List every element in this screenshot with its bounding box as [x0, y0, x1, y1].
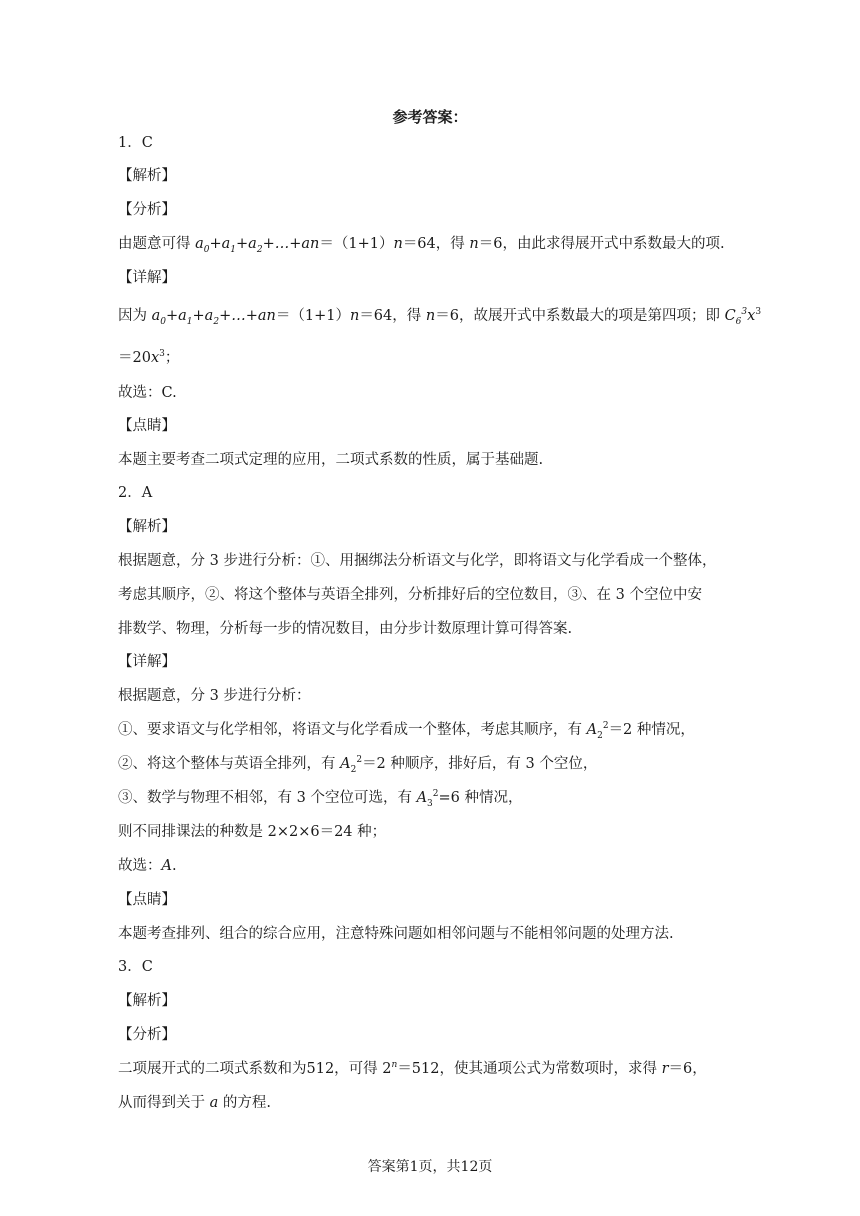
answer-3-heading: 3．C [118, 959, 153, 975]
detail-text: 根据题意，分 3 步进行分析： [118, 688, 311, 704]
detail-step-3: ③、数学与物理不相邻，有 3 个空位可选，有 $A_3^2=6$ 种情况， [118, 789, 523, 809]
section-fenxi: 【分析】 [118, 202, 176, 218]
detail-result: 则不同排课法的种数是 2×2×6＝24 种； [118, 824, 387, 840]
analysis-text: 考虑其顺序，②、将这个整体与英语全排列，分析排好后的空位数目，③、在 3 个空位中安 [118, 587, 702, 603]
section-dianjing: 【点睛】 [118, 892, 176, 908]
summary-text: 本题主要考查二项式定理的应用，二项式系数的性质，属于基础题. [118, 452, 544, 468]
analysis-text: 排数学、物理，分析每一步的情况数目，由分步计数原理计算可得答案. [118, 621, 573, 637]
summary-text: 本题考查排列、组合的综合应用，注意特殊问题如相邻问题与不能相邻问题的处理方法. [118, 926, 674, 942]
page-title: 参考答案： [392, 108, 468, 126]
section-jiexi: 【解析】 [118, 168, 176, 184]
section-dianjing: 【点睛】 [118, 418, 176, 434]
answer-2-heading: 2．A [118, 485, 153, 501]
analysis-text: 从而得到关于 a 的方程. [118, 1095, 271, 1111]
detail-text: 因为 $a_0+a_1+a_2+\dots+an=(1+1)n=64$，得 n＝6，故展开式中系数最大的项是第四项；即 $C_6^3x^3$ [118, 307, 762, 327]
section-jiexi: 【解析】 [118, 993, 176, 1009]
choice-text: 故选：A. [118, 858, 177, 874]
detail-step-2: ②、将这个整体与英语全排列，有 $A_2^2=2$ 种顺序，排好后，有 3 个空位， [118, 755, 598, 775]
analysis-text: 由题意可得 $a_0+a_1+a_2+\dots+an=(1+1)n=64$，得 n＝6，由此求得展开式中系数最大的项. [118, 236, 725, 255]
detail-step-1: ①、要求语文与化学相邻，将语文与化学看成一个整体，考虑其顺序，有 $A_2^2=2$ 种情况， [118, 721, 695, 741]
page-footer: 答案第1页，共12页 [367, 1159, 493, 1175]
analysis-text: 二项展开式的二项式系数和为512，可得 $2^n=512$，使其通项公式为常数项时，求得 r＝6， [118, 1060, 707, 1077]
section-jiexi: 【解析】 [118, 519, 176, 535]
section-fenxi: 【分析】 [118, 1027, 176, 1043]
detail-result: $=20x^3$； [118, 349, 180, 366]
choice-text: 故选：C. [118, 385, 177, 401]
answer-1-heading: 1．C [118, 135, 153, 151]
analysis-text: 根据题意，分 3 步进行分析：①、用捆绑法分析语文与化学，即将语文与化学看成一个整体， [118, 553, 717, 569]
section-xiangjie: 【详解】 [118, 654, 176, 670]
section-xiangjie: 【详解】 [118, 270, 176, 286]
